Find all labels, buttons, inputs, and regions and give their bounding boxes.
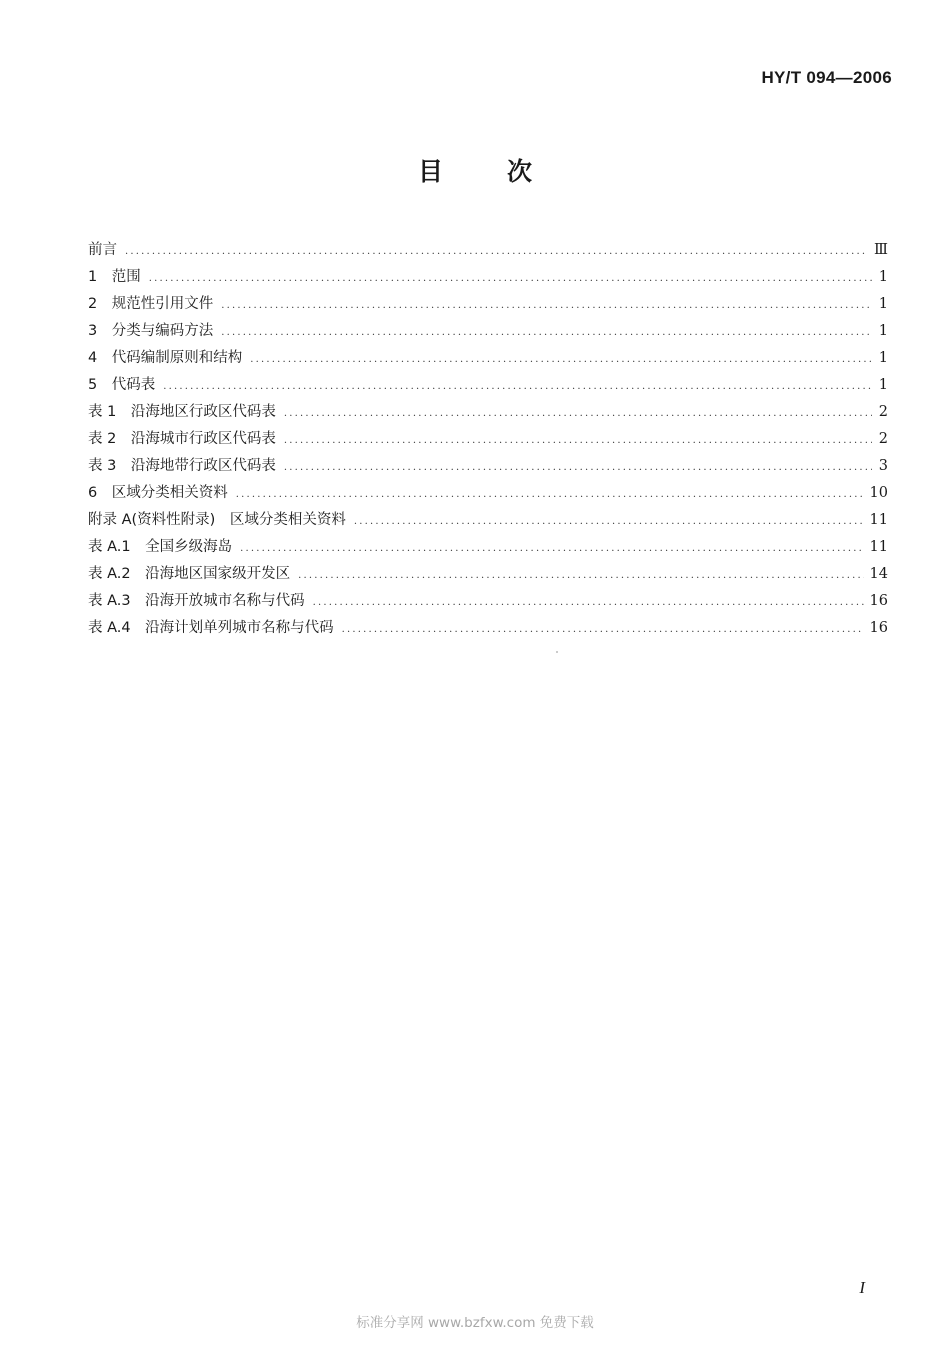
- toc-entry-label: 3 分类与编码方法: [88, 323, 214, 339]
- toc-entry-code-table[interactable]: [88, 373, 888, 400]
- toc-entry-page: 1: [878, 377, 888, 393]
- toc-entry-page: 1: [878, 350, 888, 366]
- toc-entry-scope[interactable]: [88, 265, 888, 292]
- toc-entry-label: 表 A.2 沿海地区国家级开发区: [88, 566, 291, 582]
- toc-leader-dots: [236, 489, 864, 500]
- toc-leader-dots: [284, 408, 872, 419]
- page-title: 目次: [417, 157, 596, 186]
- toc-entry-label: 表 2 沿海城市行政区代码表: [88, 431, 276, 447]
- toc-leader-dots: [284, 462, 872, 473]
- toc-entry-page: 2: [878, 431, 888, 447]
- toc-leader-dots: [149, 273, 872, 284]
- toc-leader-dots: [284, 435, 872, 446]
- table-of-contents: [88, 238, 888, 643]
- toc-entry-table-a2[interactable]: [88, 562, 888, 589]
- toc-entry-appendix-a[interactable]: [88, 508, 888, 535]
- toc-entry-classification-method[interactable]: [88, 319, 888, 346]
- toc-entry-foreword[interactable]: [88, 238, 888, 265]
- watermark: 标准分享网 www.bzfxw.com 免费下载: [356, 1315, 594, 1331]
- toc-entry-table-1[interactable]: [88, 400, 888, 427]
- scan-speck: [556, 651, 558, 653]
- toc-entry-table-3[interactable]: [88, 454, 888, 481]
- toc-entry-page: 10: [869, 485, 888, 501]
- toc-leader-dots: [125, 246, 868, 257]
- toc-leader-dots: [298, 570, 863, 581]
- toc-entry-page: 1: [878, 269, 888, 285]
- toc-entry-table-a4[interactable]: [88, 616, 888, 643]
- toc-entry-table-a1[interactable]: [88, 535, 888, 562]
- page-number: I: [859, 1278, 865, 1297]
- toc-entry-page: 3: [878, 458, 888, 474]
- toc-leader-dots: [250, 354, 872, 365]
- toc-entry-page: 16: [869, 593, 888, 609]
- toc-entry-table-2[interactable]: [88, 427, 888, 454]
- toc-entry-label: 4 代码编制原则和结构: [88, 350, 243, 366]
- toc-entry-regional-data[interactable]: [88, 481, 888, 508]
- toc-leader-dots: [354, 516, 864, 527]
- toc-entry-label: 表 3 沿海地带行政区代码表: [88, 458, 276, 474]
- toc-entry-label: 表 A.4 沿海计划单列城市名称与代码: [88, 620, 334, 636]
- toc-entry-page: 11: [869, 512, 888, 528]
- toc-entry-page: 2: [878, 404, 888, 420]
- toc-entry-label: 1 范围: [88, 269, 141, 285]
- toc-entry-label: 前言: [88, 242, 117, 258]
- toc-entry-page: 1: [878, 296, 888, 312]
- toc-leader-dots: [240, 543, 863, 554]
- toc-entry-label: 表 A.3 沿海开放城市名称与代码: [88, 593, 305, 609]
- toc-entry-page: 16: [869, 620, 888, 636]
- toc-entry-label: 5 代码表: [88, 377, 156, 393]
- toc-entry-page: 14: [869, 566, 888, 582]
- toc-entry-label: 6 区域分类相关资料: [88, 485, 228, 501]
- toc-entry-normative-references[interactable]: [88, 292, 888, 319]
- toc-entry-page: 11: [869, 539, 888, 555]
- toc-entry-label: 表 A.1 全国乡级海岛: [88, 539, 233, 555]
- standard-code: HY/T 094—2006: [761, 68, 892, 87]
- toc-leader-dots: [313, 597, 864, 608]
- toc-entry-label: 表 1 沿海地区行政区代码表: [88, 404, 276, 420]
- toc-entry-page: 1: [878, 323, 888, 339]
- toc-leader-dots: [342, 624, 864, 635]
- toc-entry-label: 附录 A(资料性附录) 区域分类相关资料: [88, 512, 346, 528]
- toc-leader-dots: [221, 300, 872, 311]
- toc-entry-label: 2 规范性引用文件: [88, 296, 214, 312]
- toc-entry-page: Ⅲ: [874, 242, 888, 258]
- toc-entry-code-principles[interactable]: [88, 346, 888, 373]
- toc-leader-dots: [163, 381, 872, 392]
- toc-leader-dots: [221, 327, 872, 338]
- toc-entry-table-a3[interactable]: [88, 589, 888, 616]
